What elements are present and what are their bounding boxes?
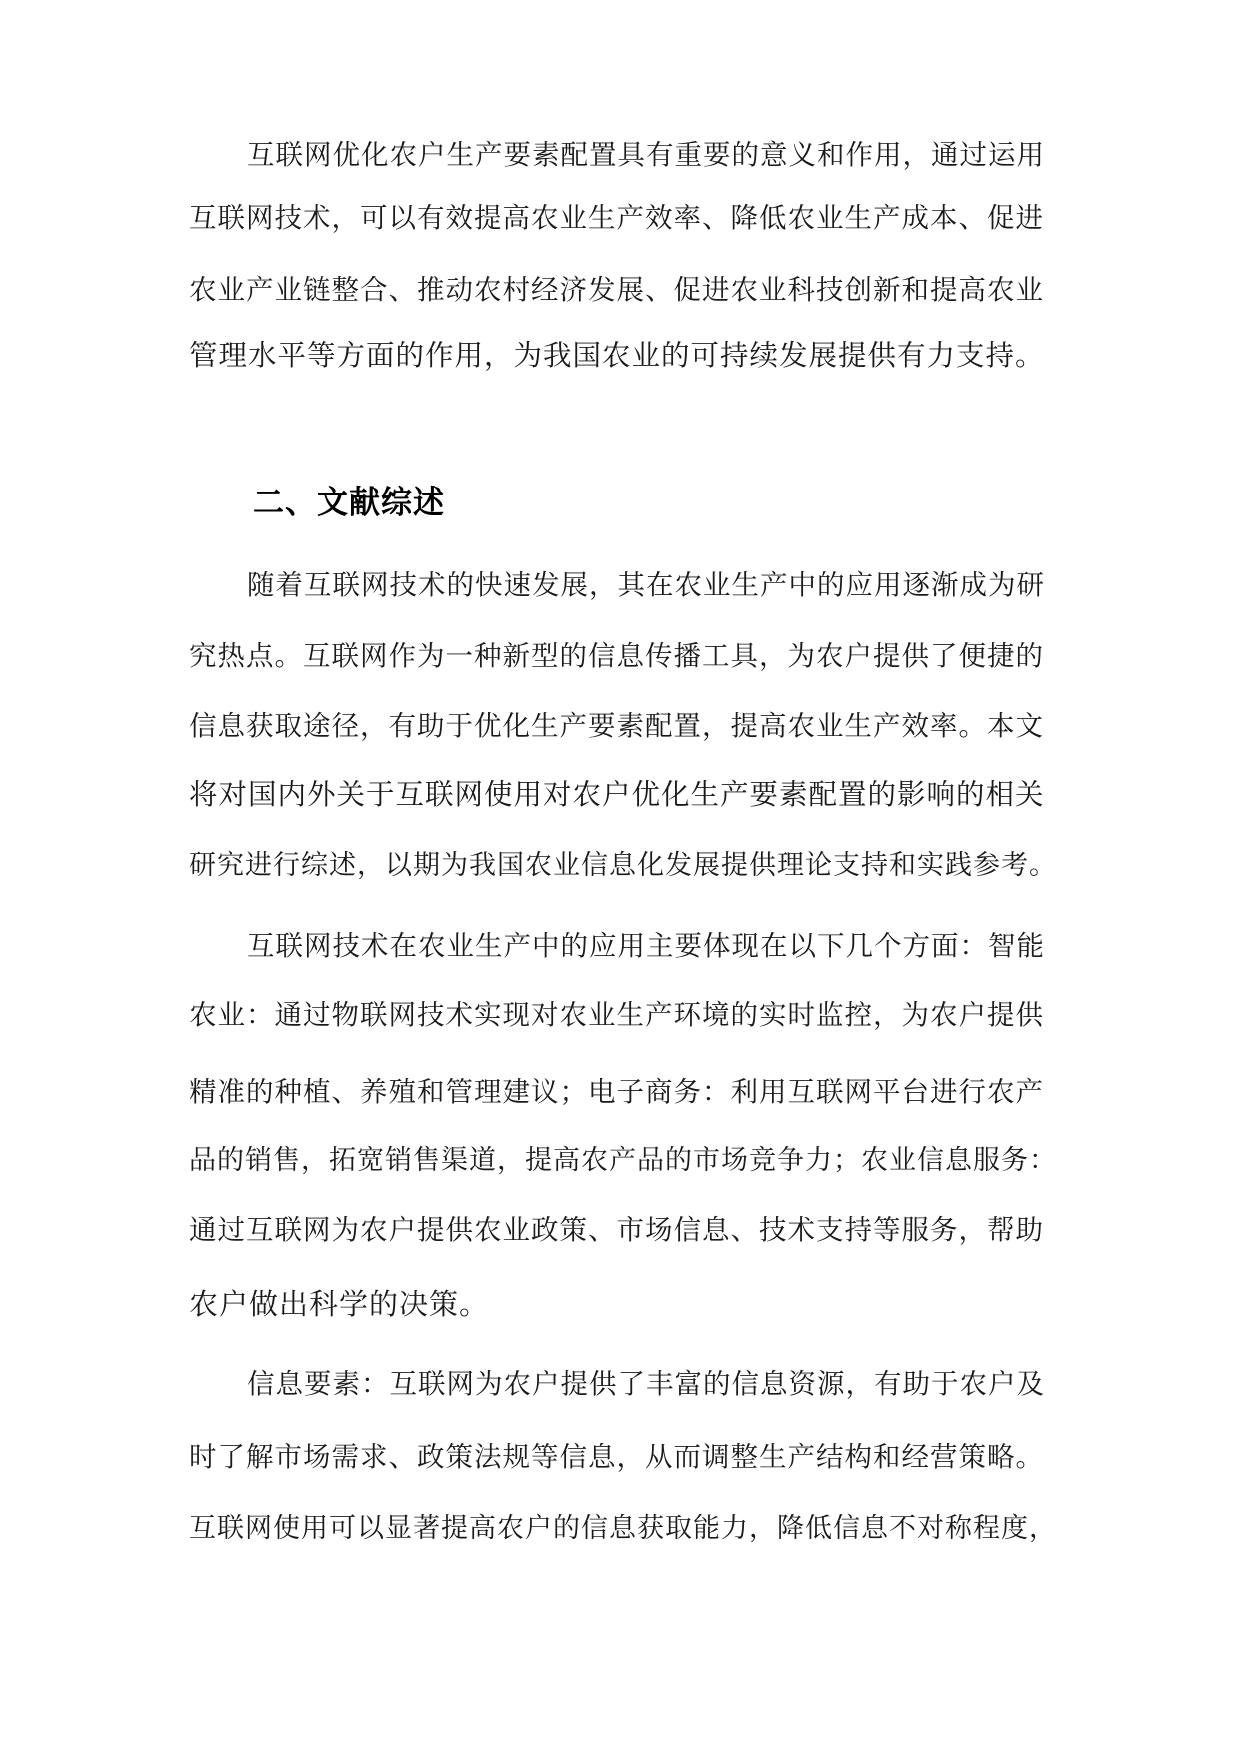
text-line: 信息获取途径，有助于优化生产要素配置，提高农业生产效率。本文 — [189, 710, 1044, 742]
text-line: 通过互联网为农户提供农业政策、市场信息、技术支持等服务，帮助 — [189, 1214, 1044, 1246]
text-line: 农业：通过物联网技术实现对农业生产环境的实时监控，为农户提供 — [189, 999, 1044, 1031]
section-heading: 二、文献综述 — [253, 485, 445, 521]
text-line: 精准的种植、养殖和管理建议；电子商务：利用互联网平台进行农产 — [189, 1076, 1044, 1108]
text-line: 随着互联网技术的快速发展，其在农业生产中的应用逐渐成为研 — [247, 569, 1045, 601]
text-line: 互联网使用可以显著提高农户的信息获取能力，降低信息不对称程度， — [189, 1513, 1057, 1544]
text-line: 管理水平等方面的作用，为我国农业的可持续发展提供有力支持。 — [189, 339, 1045, 372]
text-line: 互联网技术，可以有效提高农业生产效率、降低农业生产成本、促进 — [189, 202, 1044, 234]
text-line: 品的销售，拓宽销售渠道，提高农产品的市场竞争力；农业信息服务： — [189, 1145, 1057, 1176]
text-line: 研究进行综述，以期为我国农业信息化发展提供理论支持和实践参考。 — [189, 850, 1057, 881]
text-line: 互联网优化农户生产要素配置具有重要的意义和作用，通过运用 — [247, 139, 1045, 171]
text-line: 互联网技术在农业生产中的应用主要体现在以下几个方面：智能 — [247, 930, 1045, 962]
text-line: 农户做出科学的决策。 — [189, 1287, 490, 1321]
text-line: 时了解市场需求、政策法规等信息，从而调整生产结构和经营策略。 — [189, 1441, 1044, 1473]
text-line: 农业产业链整合、推动农村经济发展、促进农业科技创新和提高农业 — [189, 274, 1044, 306]
text-line: 究热点。互联网作为一种新型的信息传播工具，为农户提供了便捷的 — [189, 640, 1044, 672]
text-line: 将对国内外关于互联网使用对农户优化生产要素配置的影响的相关 — [189, 778, 1045, 811]
text-line: 信息要素：互联网为农户提供了丰富的信息资源，有助于农户及 — [247, 1368, 1045, 1400]
